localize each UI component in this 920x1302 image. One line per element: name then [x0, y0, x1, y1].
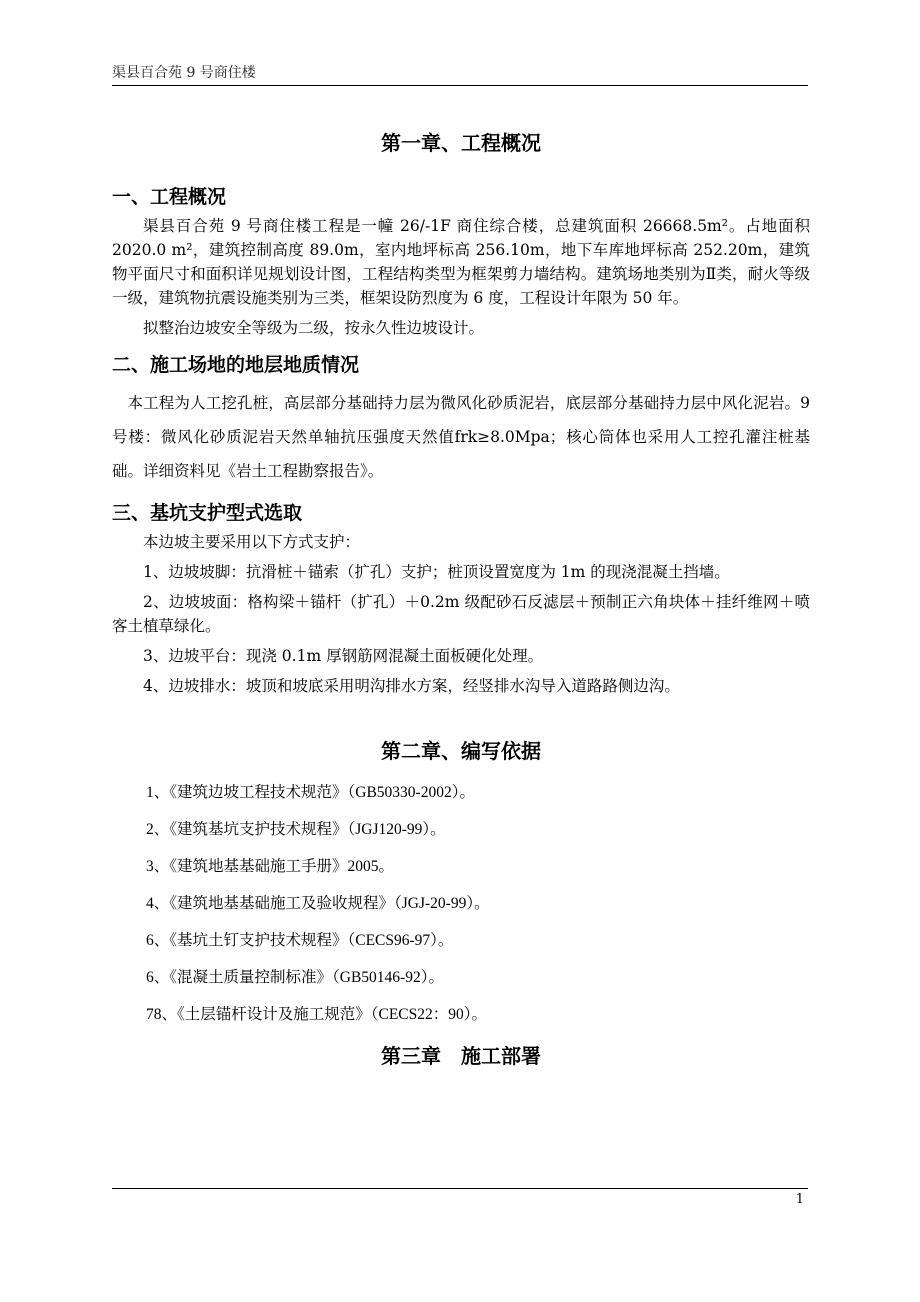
- section-2-title: 二、施工场地的地层地质情况: [112, 354, 360, 376]
- document-body: [112, 126, 810, 1073]
- reference-item: 78、《土层锚杆设计及施工规范》（CECS22：90）。: [146, 1006, 488, 1023]
- reference-item: 1、《建筑边坡工程技术规范》（GB50330-2002）。: [146, 784, 475, 801]
- section-3-paragraph: 1、边坡坡脚：抗滑桩＋锚索（扩孔）支护；桩顶设置宽度为 1m 的现浇混凝土挡墙。: [143, 563, 730, 581]
- section-1-paragraph: 拟整治边坡安全等级为二级，按永久性边坡设计。: [143, 319, 485, 337]
- reference-item: 2、《建筑基坑支护技术规程》（JGJ120-99）。: [146, 821, 446, 838]
- reference-item: 6、《基坑土钉支护技术规程》（CECS96-97）。: [146, 932, 454, 949]
- section-3-title: 三、基坑支护型式选取: [112, 502, 303, 524]
- reference-item: 6、《混凝土质量控制标准》（GB50146-92）。: [146, 969, 444, 986]
- header-rule: [112, 85, 808, 86]
- section-2-paragraph: 本工程为人工挖孔桩，高层部分基础持力层为微风化砂质泥岩，底层部分基础持力层中风化泥岩。9号楼：微风化砂质泥岩天然单轴抗压强度天然值frk≥8.0Mpa；核心筒体也采用人工控孔灌注桩基础。详细资料见《岩土工程勘察报告》。: [112, 394, 810, 480]
- section-3-paragraph: 3、边坡平台：现浇 0.1m 厚钢筋网混凝土面板硬化处理。: [143, 647, 544, 665]
- section-3-paragraph: 本边坡主要采用以下方式支护：: [143, 533, 361, 551]
- reference-item: 3、《建筑地基基础施工手册》2005。: [146, 858, 395, 875]
- page-number: 1: [795, 1192, 804, 1207]
- chapter-2-title: 第二章、编写依据: [381, 739, 541, 763]
- footer-rule: [112, 1188, 808, 1189]
- reference-list: [112, 774, 810, 1033]
- chapter-3-title: 第三章 施工部署: [381, 1044, 541, 1068]
- section-3-paragraph: 2、边坡坡面：格构梁＋锚杆（扩孔）＋0.2m 级配砂石反滤层＋预制正六角块体＋挂纤维网＋喷客土植草绿化。: [112, 593, 810, 635]
- running-header: 渠县百合苑 9 号商住楼: [112, 65, 256, 81]
- chapter-1-title: 第一章、工程概况: [381, 131, 541, 155]
- section-1-paragraph: 渠县百合苑 9 号商住楼工程是一幢 26/-1F 商住综合楼，总建筑面积 26668.5m²。占地面积 2020.0 m²，建筑控制高度 89.0m，室内地坪标高 256.10m，地下车库地坪标高 252.20m，建筑物平面尺寸和面积详见规划设计图，工程结构类型为框架剪力墙结构。建筑场地类别为Ⅱ类，耐火等级一级，建筑物抗震设施类别为三类，框架设防烈度为 6 度，工程设计年限为 50 年。: [112, 217, 810, 307]
- section-1-title: 一、工程概况: [112, 186, 227, 208]
- reference-item: 4、《建筑地基基础施工及验收规程》（JGJ-20-99）。: [146, 895, 490, 912]
- section-3-paragraph: 4、边坡排水：坡顶和坡底采用明沟排水方案，经竖排水沟导入道路路侧边沟。: [143, 677, 680, 695]
